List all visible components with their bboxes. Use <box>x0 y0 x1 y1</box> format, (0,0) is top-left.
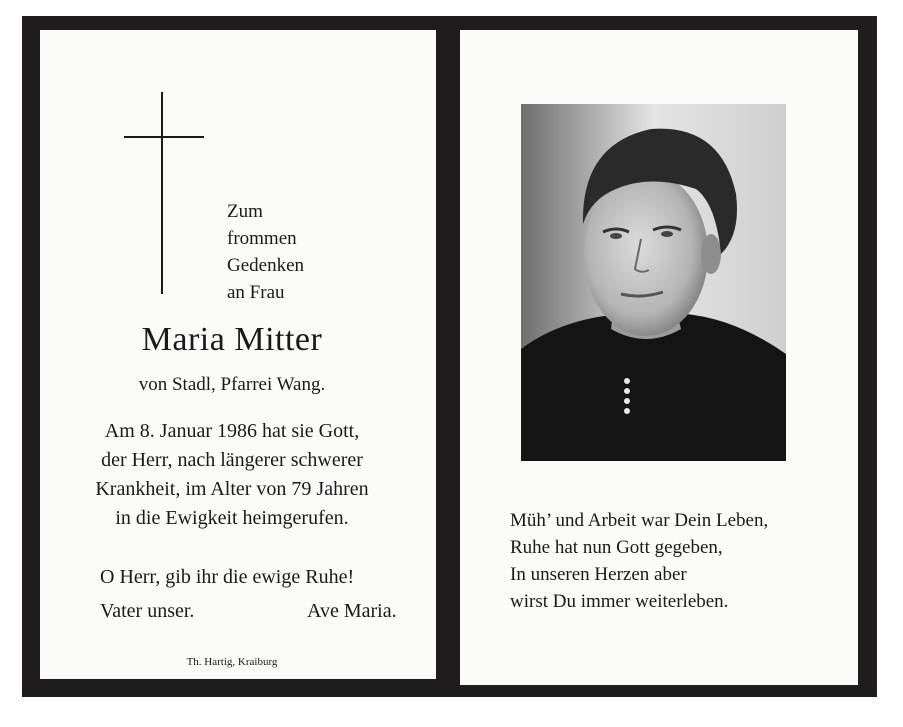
deceased-name: Maria Mitter <box>141 321 323 358</box>
poem-line-2: Ruhe hat nun Gott gegeben, <box>510 537 723 558</box>
right-panel <box>460 30 858 685</box>
cross-icon-bar <box>124 136 204 138</box>
closing-vater-unser: Vater unser. <box>100 600 195 622</box>
memorial-line-4: an Frau <box>227 282 285 303</box>
left-panel <box>40 30 436 679</box>
origin-text: von Stadl, Pfarrei Wang. <box>138 374 326 395</box>
portrait-photo-icon <box>521 104 786 461</box>
poem-line-1: Müh’ und Arbeit war Dein Leben, <box>510 510 769 531</box>
portrait-photo <box>521 104 786 461</box>
poem-line-4: wirst Du immer weiterleben. <box>510 591 729 612</box>
memorial-line-2: frommen <box>227 228 297 249</box>
printer-credit: Th. Hartig, Kraiburg <box>186 656 278 668</box>
prayer-text: O Herr, gib ihr die ewige Ruhe! <box>100 566 355 588</box>
body-line-2: der Herr, nach längerer schwerer <box>101 449 363 471</box>
poem-line-3: In unseren Herzen aber <box>510 564 687 585</box>
memorial-line-1: Zum <box>227 201 263 222</box>
body-line-1: Am 8. Januar 1986 hat sie Gott, <box>104 420 360 442</box>
cross-icon <box>161 92 163 294</box>
closing-ave-maria: Ave Maria. <box>307 600 397 622</box>
memorial-card <box>22 16 877 697</box>
body-line-4: in die Ewigkeit heimgerufen. <box>115 507 349 529</box>
body-line-3: Krankheit, im Alter von 79 Jahren <box>95 478 369 500</box>
memorial-line-3: Gedenken <box>227 255 305 276</box>
